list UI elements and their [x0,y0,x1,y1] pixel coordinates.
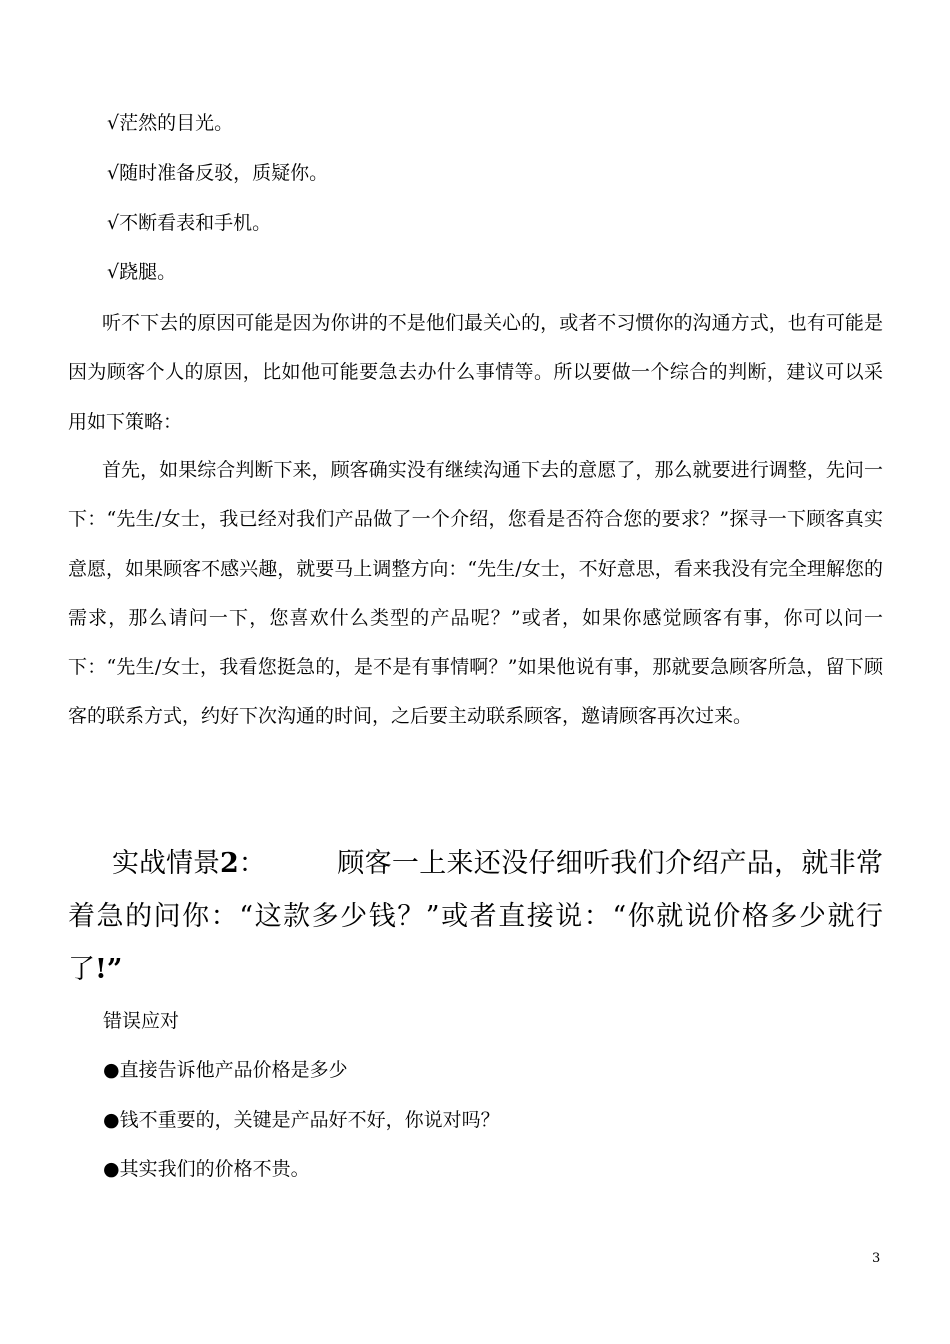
page-number: 3 [872,1251,881,1266]
bullet-item: ●其实我们的价格不贵。 [103,1158,310,1180]
body-paragraph: 听不下去的原因可能是因为你讲的不是他们最关心的，或者不习惯你的沟通方式，也有可能是因为顾客个人的原因，比如他可能要急去办什么事情等。所以要做一个综合的判断，建议可以采用如下策略： [68,312,883,433]
bullet-item: ●钱不重要的，关键是产品好不好，你说对吗？ [103,1109,500,1131]
checklist-item: √跷腿。 [107,261,177,283]
scenario-label-group [68,837,266,890]
wrong-response-label: 错误应对 [103,1010,180,1032]
scenario-colon: ： [238,848,266,879]
scenario-ending: !” [95,954,123,985]
scenario-number: 2 [220,848,239,879]
checklist-item: √随时准备反驳，质疑你。 [107,162,329,184]
scenario-heading [68,837,883,996]
scenario-text: 顾客一上来还没仔细听我们介绍产品，就非常着急的问你：“这款多少钱？”或者直接说：“你就说价格多少就行了 [68,848,883,985]
bullet-item: ●直接告诉他产品价格是多少 [103,1059,348,1081]
body-paragraph: 首先，如果综合判断下来，顾客确实没有继续沟通下去的意愿了，那么就要进行调整，先问一下：“先生/女士，我已经对我们产品做了一个介绍，您看是否符合您的要求？”探寻一下顾客真实意愿，如果顾客不感兴趣，就要马上调整方向：“先生/女士，不好意思，看来我没有完全理解您的需求，那么请问一下，您喜欢什么类型的产品呢？”或者，如果你感觉顾客有事，你可以问一下：“先生/女士，我看您挺急的，是不是有事情啊？”如果他说有事，那就要急顾客所急，留下顾客的联系方式，约好下次沟通的时间，之后要主动联系顾客，邀请顾客再次过来。 [68,459,883,728]
checklist-item: √不断看表和手机。 [107,212,272,234]
checklist-item: √茫然的目光。 [107,112,234,134]
scenario-label: 实战情景 [112,848,220,879]
